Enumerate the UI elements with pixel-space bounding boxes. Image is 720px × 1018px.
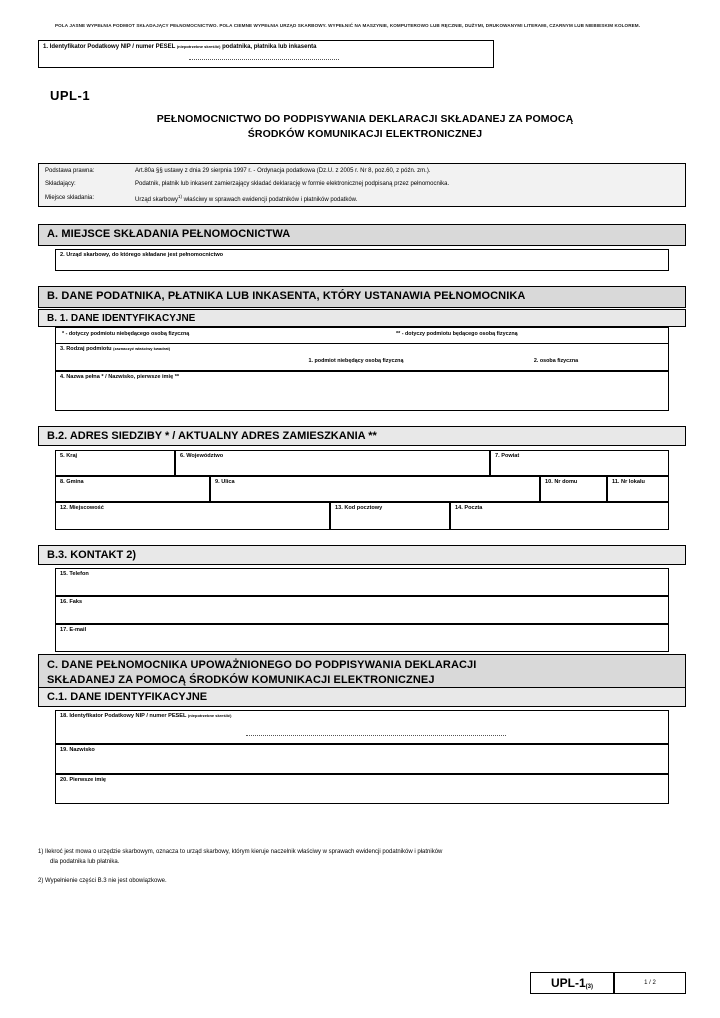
nip-identifier-box[interactable] [38,40,494,68]
field-4-full-name[interactable] [55,371,669,411]
field-6-voivodeship[interactable] [175,450,490,476]
page-title [40,112,690,142]
page-title-line2: ŚRODKÓW KOMUNIKACJI ELEKTRONICZNEJ [247,128,483,141]
section-c-header [38,654,686,688]
legal-value-submitter: Podatnik, płatnik lub inkasent zamierzający składać deklarację w formie elektronicznej podpisaną przez pełnomocnika. [135,181,450,188]
nip-field-label: Identyfikator Podatkowy NIP / numer PESEL [49,44,176,50]
legal-value-place: Urząd skarbowy$^{1)}$ właściwy w sprawach ewidencji podatników i płatników podatków. [135,193,358,203]
section-b-header: B. DANE PODATNIKA, PŁATNIKA LUB INKASENTA, KTÓRY USTANAWIA PEŁNOMOCNIKA [38,286,686,308]
footer-form-code-text: UPL-1 [550,976,586,990]
section-a-header: A. MIEJSCE SKŁADANIA PEŁNOMOCNICTWA [38,224,686,246]
field-9-label: 9. Ulica [215,479,235,485]
legal-label-place: Miejsce składania: [45,194,95,201]
legal-row-place [39,191,685,206]
footnotes [38,848,686,897]
footer-page-number: 1 / 2 [614,972,686,994]
field-8-label: 8. Gmina [60,479,84,485]
field-13-postal-code[interactable] [330,502,450,530]
footnote-2: 2) Wypełnienie części B.3 nie jest obowiązkowe. [38,878,167,885]
field-12-city[interactable] [55,502,330,530]
field-3-option-2-label: 2. osoba fizyczna [533,358,579,364]
footer-form-code [530,972,614,994]
b1-note-left: * - dotyczy podmiotu niebędącego osobą fizyczną [62,331,190,337]
field-18-input-line[interactable] [246,735,506,736]
field-11-label: 11. Nr lokalu [612,479,645,485]
legal-value-basis: Art.80a §§ ustawy z dnia 29 sierpnia 1997 r. - Ordynacja podatkowa (Dz.U. z 2005 r. Nr 8, poz.60, z późn. zm.). [135,168,431,174]
footnote-1-line2: dla podatnika lub płatnika. [50,858,120,865]
footnote-1-line1: 1) Ilekroć jest mowa o urzędzie skarbowym, oznacza to urząd skarbowy, którym kieruje naczelnik właściwy w sprawach ewidencji podatników i płatników [38,849,443,855]
section-b3-header: B.3. KONTAKT 2) [38,545,686,565]
nip-identifier-label [43,44,316,50]
field-16-fax[interactable] [55,596,669,624]
field-18-tax-identifier[interactable] [55,710,669,744]
form-code: UPL-1 [50,88,91,103]
field-5-country[interactable] [55,450,175,476]
legal-label-submitter: Składający: [45,181,76,188]
nip-field-hint: (niepotrzebne skreślić) [176,44,221,49]
b1-note-right: ** - dotyczy podmiotu będącego osobą fizyczną [396,331,518,337]
nip-input-line[interactable] [189,59,339,60]
field-15-label: 15. Telefon [60,571,89,577]
section-c1-header: C.1. DANE IDENTYFIKACYJNE [38,687,686,707]
legal-basis-box [38,163,686,207]
field-14-label: 14. Poczta [455,505,483,511]
field-15-phone[interactable] [55,568,669,596]
footnote-1 [38,848,686,867]
b1-note-row [55,327,669,343]
field-3-option-1-label: 1. podmiot niebędący osobą fizyczną [308,358,404,364]
page-title-line1: PEŁNOMOCNICTWO DO PODPISYWANIA DEKLARACJI SKŁADANEJ ZA POMOCĄ [156,113,574,125]
section-c-header-line2: SKŁADANEJ ZA POMOCĄ ŚRODKÓW KOMUNIKACJI ELEKTRONICZNEJ [47,673,435,686]
field-19-label: 19. Nazwisko [60,747,95,753]
top-instruction-note: POLA JASNE WYPEŁNIA PODMIOT SKŁADAJĄCY PEŁNOMOCNICTWO. POLA CIEMNE WYPEŁNIA URZĄD SKARBOWY. WYPEŁNIĆ NA MASZYNIE, KOMPUTEROWO LUB RĘCZNIE, DUŻYMI, DRUKOWANYMI LITERAMI, CZARNYM LUB NIEBIESKIM KOLOREM. [55,23,641,28]
field-7-label: 7. Powiat [495,453,520,459]
field-8-commune[interactable] [55,476,210,502]
field-20-first-name[interactable] [55,774,669,804]
legal-row-submitter [39,177,685,190]
field-2-tax-office[interactable] [55,249,669,271]
legal-label-basis: Podstawa prawna: [45,168,95,174]
section-b2-header: B.2. ADRES SIEDZIBY * / AKTUALNY ADRES ZAMIESZKANIA ** [38,426,686,446]
field-17-email[interactable] [55,624,669,652]
field-5-label: 5. Kraj [60,453,78,459]
field-9-street[interactable] [210,476,540,502]
nip-field-tail: podatnika, płatnika lub inkasenta [222,44,317,50]
footer-form-code-version: (3) [585,984,593,990]
field-13-label: 13. Kod pocztowy [335,505,383,511]
field-19-surname[interactable] [55,744,669,774]
section-c-header-line1: C. DANE PEŁNOMOCNIKA UPOWAŻNIONEGO DO PODPISYWANIA DEKLARACJI [47,659,477,671]
field-12-label: 12. Miejscowość [60,505,104,511]
field-2-label: 2. Urząd skarbowy, do którego składane jest pełnomocnictwo [60,252,224,258]
field-10-house-number[interactable] [540,476,607,502]
section-b1-header: B. 1. DANE IDENTYFIKACYJNE [38,309,686,327]
field-3-label: 3. Rodzaj podmiotu (zaznaczyć właściwy kwadrat) [60,346,171,352]
field-7-district[interactable] [490,450,669,476]
field-14-post-office[interactable] [450,502,669,530]
field-10-label: 10. Nr domu [545,479,578,485]
field-3-entity-type[interactable] [55,343,669,371]
field-18-label: 18. Identyfikator Podatkowy NIP / numer PESEL (niepotrzebne skreślić) [60,713,232,719]
field-11-apartment-number[interactable] [607,476,669,502]
field-4-label: 4. Nazwa pełna * / Nazwisko, pierwsze imię ** [60,374,180,380]
field-16-label: 16. Faks [60,599,83,605]
field-20-label: 20. Pierwsze imię [60,777,107,783]
field-6-label: 6. Województwo [180,453,224,459]
legal-row-basis [39,164,685,177]
nip-field-number: 1. [43,44,49,50]
field-17-label: 17. E-mail [60,627,87,633]
